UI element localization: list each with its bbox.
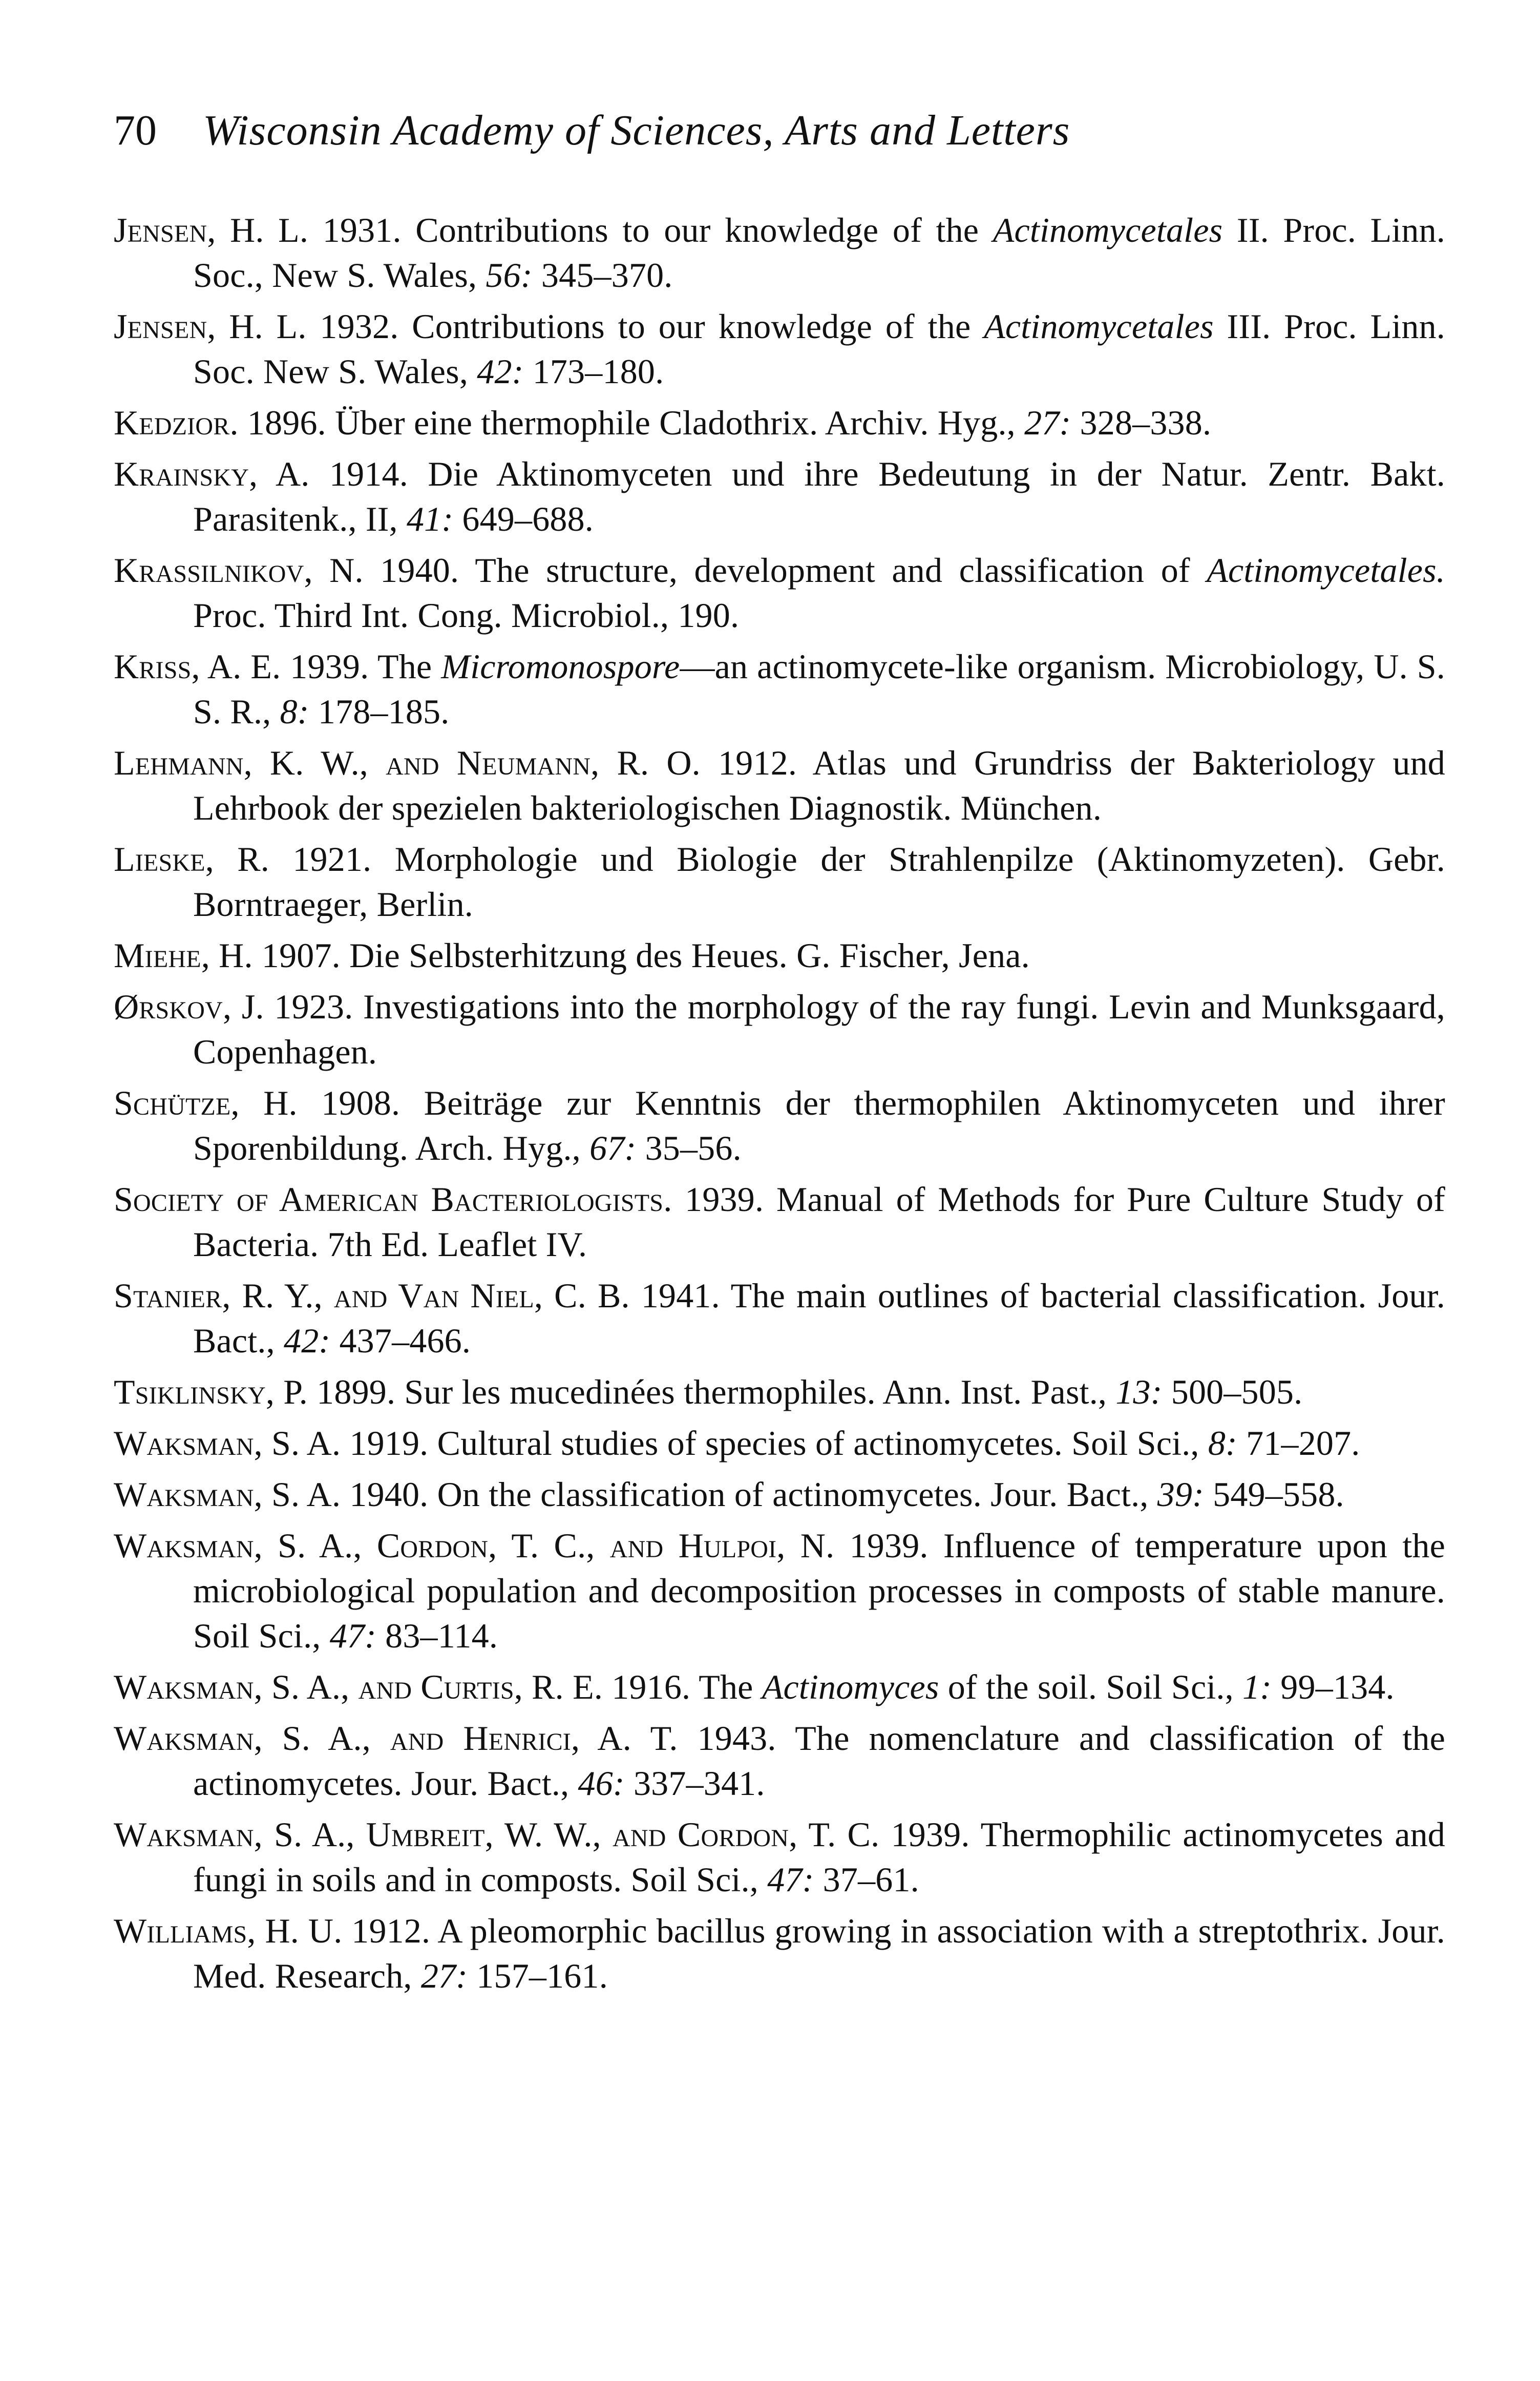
reference-author: Ørskov, J. (114, 987, 264, 1026)
reference-text: 35–56. (636, 1129, 742, 1167)
reference-text: 1899. Sur les mucedinées thermophiles. Ann. Inst. Past., (307, 1372, 1116, 1411)
reference-entry (114, 1523, 1445, 1658)
reference-text: 1939. Influence of temperature upon the microbiological population and decomposition processes in composts of stable manure. Soil Sci., (193, 1526, 1446, 1655)
reference-author: Jensen, H. L. (114, 307, 307, 346)
reference-italic: 41: (406, 499, 454, 538)
reference-italic: 13: (1115, 1372, 1163, 1411)
reference-text: 1914. Die Aktinomyceten und ihre Bedeutung in der Natur. Zentr. Bakt. Parasitenk., II, (193, 454, 1446, 538)
reference-text: 649–688. (453, 499, 594, 538)
reference-italic: Actinomycetales. (1207, 551, 1445, 590)
reference-author: Society of American Bacteriologists. (114, 1180, 672, 1219)
reference-entry (114, 451, 1445, 541)
reference-italic: 1: (1242, 1667, 1272, 1706)
reference-italic: Micromonospore (441, 647, 680, 686)
reference-text: 1912. A pleomorphic bacillus growing in association with a streptothrix. Jour. Med. Research, (193, 1911, 1445, 1995)
reference-italic: 42: (284, 1321, 331, 1360)
reference-entry (114, 1664, 1445, 1709)
reference-text: 1923. Investigations into the morphology of the ray fungi. Levin and Munksgaard, Copenhagen. (193, 987, 1445, 1071)
reference-entry (114, 304, 1445, 394)
reference-entry (114, 1908, 1445, 1998)
reference-entry (114, 984, 1445, 1074)
reference-text: 1940. The structure, development and classification of (363, 551, 1207, 590)
reference-author: Schütze, H. (114, 1083, 298, 1122)
reference-author: Lieske, R. (114, 840, 270, 879)
reference-text: 337–341. (624, 1764, 765, 1803)
reference-text: of the soil. Soil Sci., (939, 1667, 1243, 1706)
reference-text: II. Proc. Linn. Soc., New S. Wales, (193, 211, 1445, 295)
reference-author: Waksman, S. A., and Curtis, R. E. (114, 1667, 603, 1706)
reference-entry (114, 1716, 1445, 1806)
reference-entry (114, 400, 1445, 445)
reference-entry (114, 1369, 1445, 1414)
reference-text: 1940. On the classification of actinomycetes. Jour. Bact., (341, 1475, 1157, 1514)
reference-author: Lehmann, K. W., and Neumann, R. O. (114, 743, 701, 782)
reference-text: 173–180. (523, 352, 664, 391)
reference-author: Waksman, S. A., Cordon, T. C., and Hulpoi, N. (114, 1526, 835, 1565)
reference-author: Kedzior. (114, 403, 239, 442)
reference-italic: 47: (329, 1616, 376, 1655)
reference-text: 1919. Cultural studies of species of actinomycetes. Soil Sci., (341, 1424, 1208, 1463)
reference-text: 83–114. (376, 1616, 498, 1655)
reference-entry (114, 644, 1445, 734)
reference-author: Waksman, S. A. (114, 1424, 341, 1463)
reference-text: 500–505. (1162, 1372, 1303, 1411)
reference-author: Krassilnikov, N. (114, 551, 364, 590)
reference-entry (114, 1177, 1445, 1267)
reference-italic: 39: (1157, 1475, 1204, 1514)
reference-italic: 67: (589, 1129, 637, 1167)
running-head (114, 102, 1445, 159)
reference-author: Stanier, R. Y., and Van Niel, C. B. (114, 1276, 630, 1315)
reference-entry (114, 1273, 1445, 1363)
reference-author: Waksman, S. A., and Henrici, A. T. (114, 1719, 678, 1758)
reference-entry (114, 837, 1445, 927)
reference-author: Kriss, A. E. (114, 647, 281, 686)
reference-text: 1921. Morphologie und Biologie der Strahlenpilze (Aktinomyzeten). Gebr. Borntraeger, Berlin. (193, 840, 1445, 924)
reference-entry (114, 1812, 1445, 1902)
reference-author: Tsiklinsky, P. (114, 1372, 308, 1411)
journal-title: Wisconsin Academy of Sciences, Arts and Letters (203, 107, 1070, 154)
reference-italic: Actinomycetales (993, 211, 1223, 249)
reference-text: III. Proc. Linn. Soc. New S. Wales, (193, 307, 1445, 391)
reference-text: 178–185. (309, 692, 450, 731)
reference-text: 1939. The (281, 647, 441, 686)
reference-text: 1896. Über eine thermophile Cladothrix. Archiv. Hyg., (238, 403, 1025, 442)
reference-entry (114, 207, 1445, 298)
reference-author: Jensen, H. L. (114, 211, 309, 249)
reference-entry (114, 933, 1445, 978)
reference-italic: 46: (578, 1764, 625, 1803)
reference-author: Krainsky, A. (114, 454, 310, 493)
reference-text: 1932. Contributions to our knowledge of the (306, 307, 984, 346)
reference-italic: 8: (1208, 1424, 1237, 1463)
reference-italic: 27: (420, 1956, 468, 1995)
reference-text: 1907. Die Selbsterhitzung des Heues. G. Fischer, Jena. (252, 936, 1030, 975)
reference-entry (114, 548, 1445, 638)
reference-italic: Actinomycetales (984, 307, 1214, 346)
reference-text: 1941. The main outlines of bacterial classification. Jour. Bact., (193, 1276, 1446, 1360)
reference-entry (114, 1421, 1445, 1466)
reference-text: 328–338. (1071, 403, 1212, 442)
reference-text: 1908. Beiträge zur Kenntnis der thermophilen Aktinomyceten und ihrer Sporenbildung. Arch. Hyg., (193, 1083, 1445, 1167)
reference-text: 345–370. (532, 256, 673, 295)
reference-entry (114, 1080, 1445, 1171)
reference-italic: 56: (486, 256, 533, 295)
reference-text: Proc. Third Int. Cong. Microbiol., 190. (193, 596, 740, 635)
reference-text: 1939. Manual of Methods for Pure Culture Study of Bacteria. 7th Ed. Leaflet IV. (193, 1180, 1445, 1264)
reference-text: 99–134. (1272, 1667, 1395, 1706)
reference-text: —an actinomycete-like organism. Microbiology, U. S. S. R., (193, 647, 1446, 731)
reference-text: 549–558. (1204, 1475, 1344, 1514)
reference-text: 437–466. (330, 1321, 471, 1360)
reference-italic: 8: (280, 692, 309, 731)
reference-italic: Actinomyces (762, 1667, 939, 1706)
reference-text: 1931. Contributions to our knowledge of the (308, 211, 993, 249)
reference-italic: 42: (477, 352, 524, 391)
reference-text: 1912. Atlas und Grundriss der Bakteriology und Lehrbook der spezielen bakteriologischen Diagnostik. München. (193, 743, 1445, 827)
page-number: 70 (114, 107, 157, 154)
reference-author: Miehe, H. (114, 936, 253, 975)
reference-italic: 47: (767, 1860, 814, 1899)
reference-author: Waksman, S. A. (114, 1475, 341, 1514)
reference-text: 157–161. (468, 1956, 608, 1995)
reference-list (114, 207, 1445, 2004)
reference-text: 1943. The nomenclature and classification of the actinomycetes. Jour. Bact., (193, 1719, 1446, 1803)
reference-entry (114, 1472, 1445, 1517)
reference-italic: 27: (1024, 403, 1071, 442)
reference-text: 37–61. (814, 1860, 919, 1899)
reference-text: 1939. Thermophilic actinomycetes and fungi in soils and in composts. Soil Sci., (193, 1815, 1445, 1899)
reference-author: Waksman, S. A., Umbreit, W. W., and Cordon, T. C. (114, 1815, 880, 1854)
reference-entry (114, 740, 1445, 830)
reference-author: Williams, H. U. (114, 1911, 343, 1950)
reference-text: 71–207. (1237, 1424, 1360, 1463)
reference-text: 1916. The (603, 1667, 762, 1706)
